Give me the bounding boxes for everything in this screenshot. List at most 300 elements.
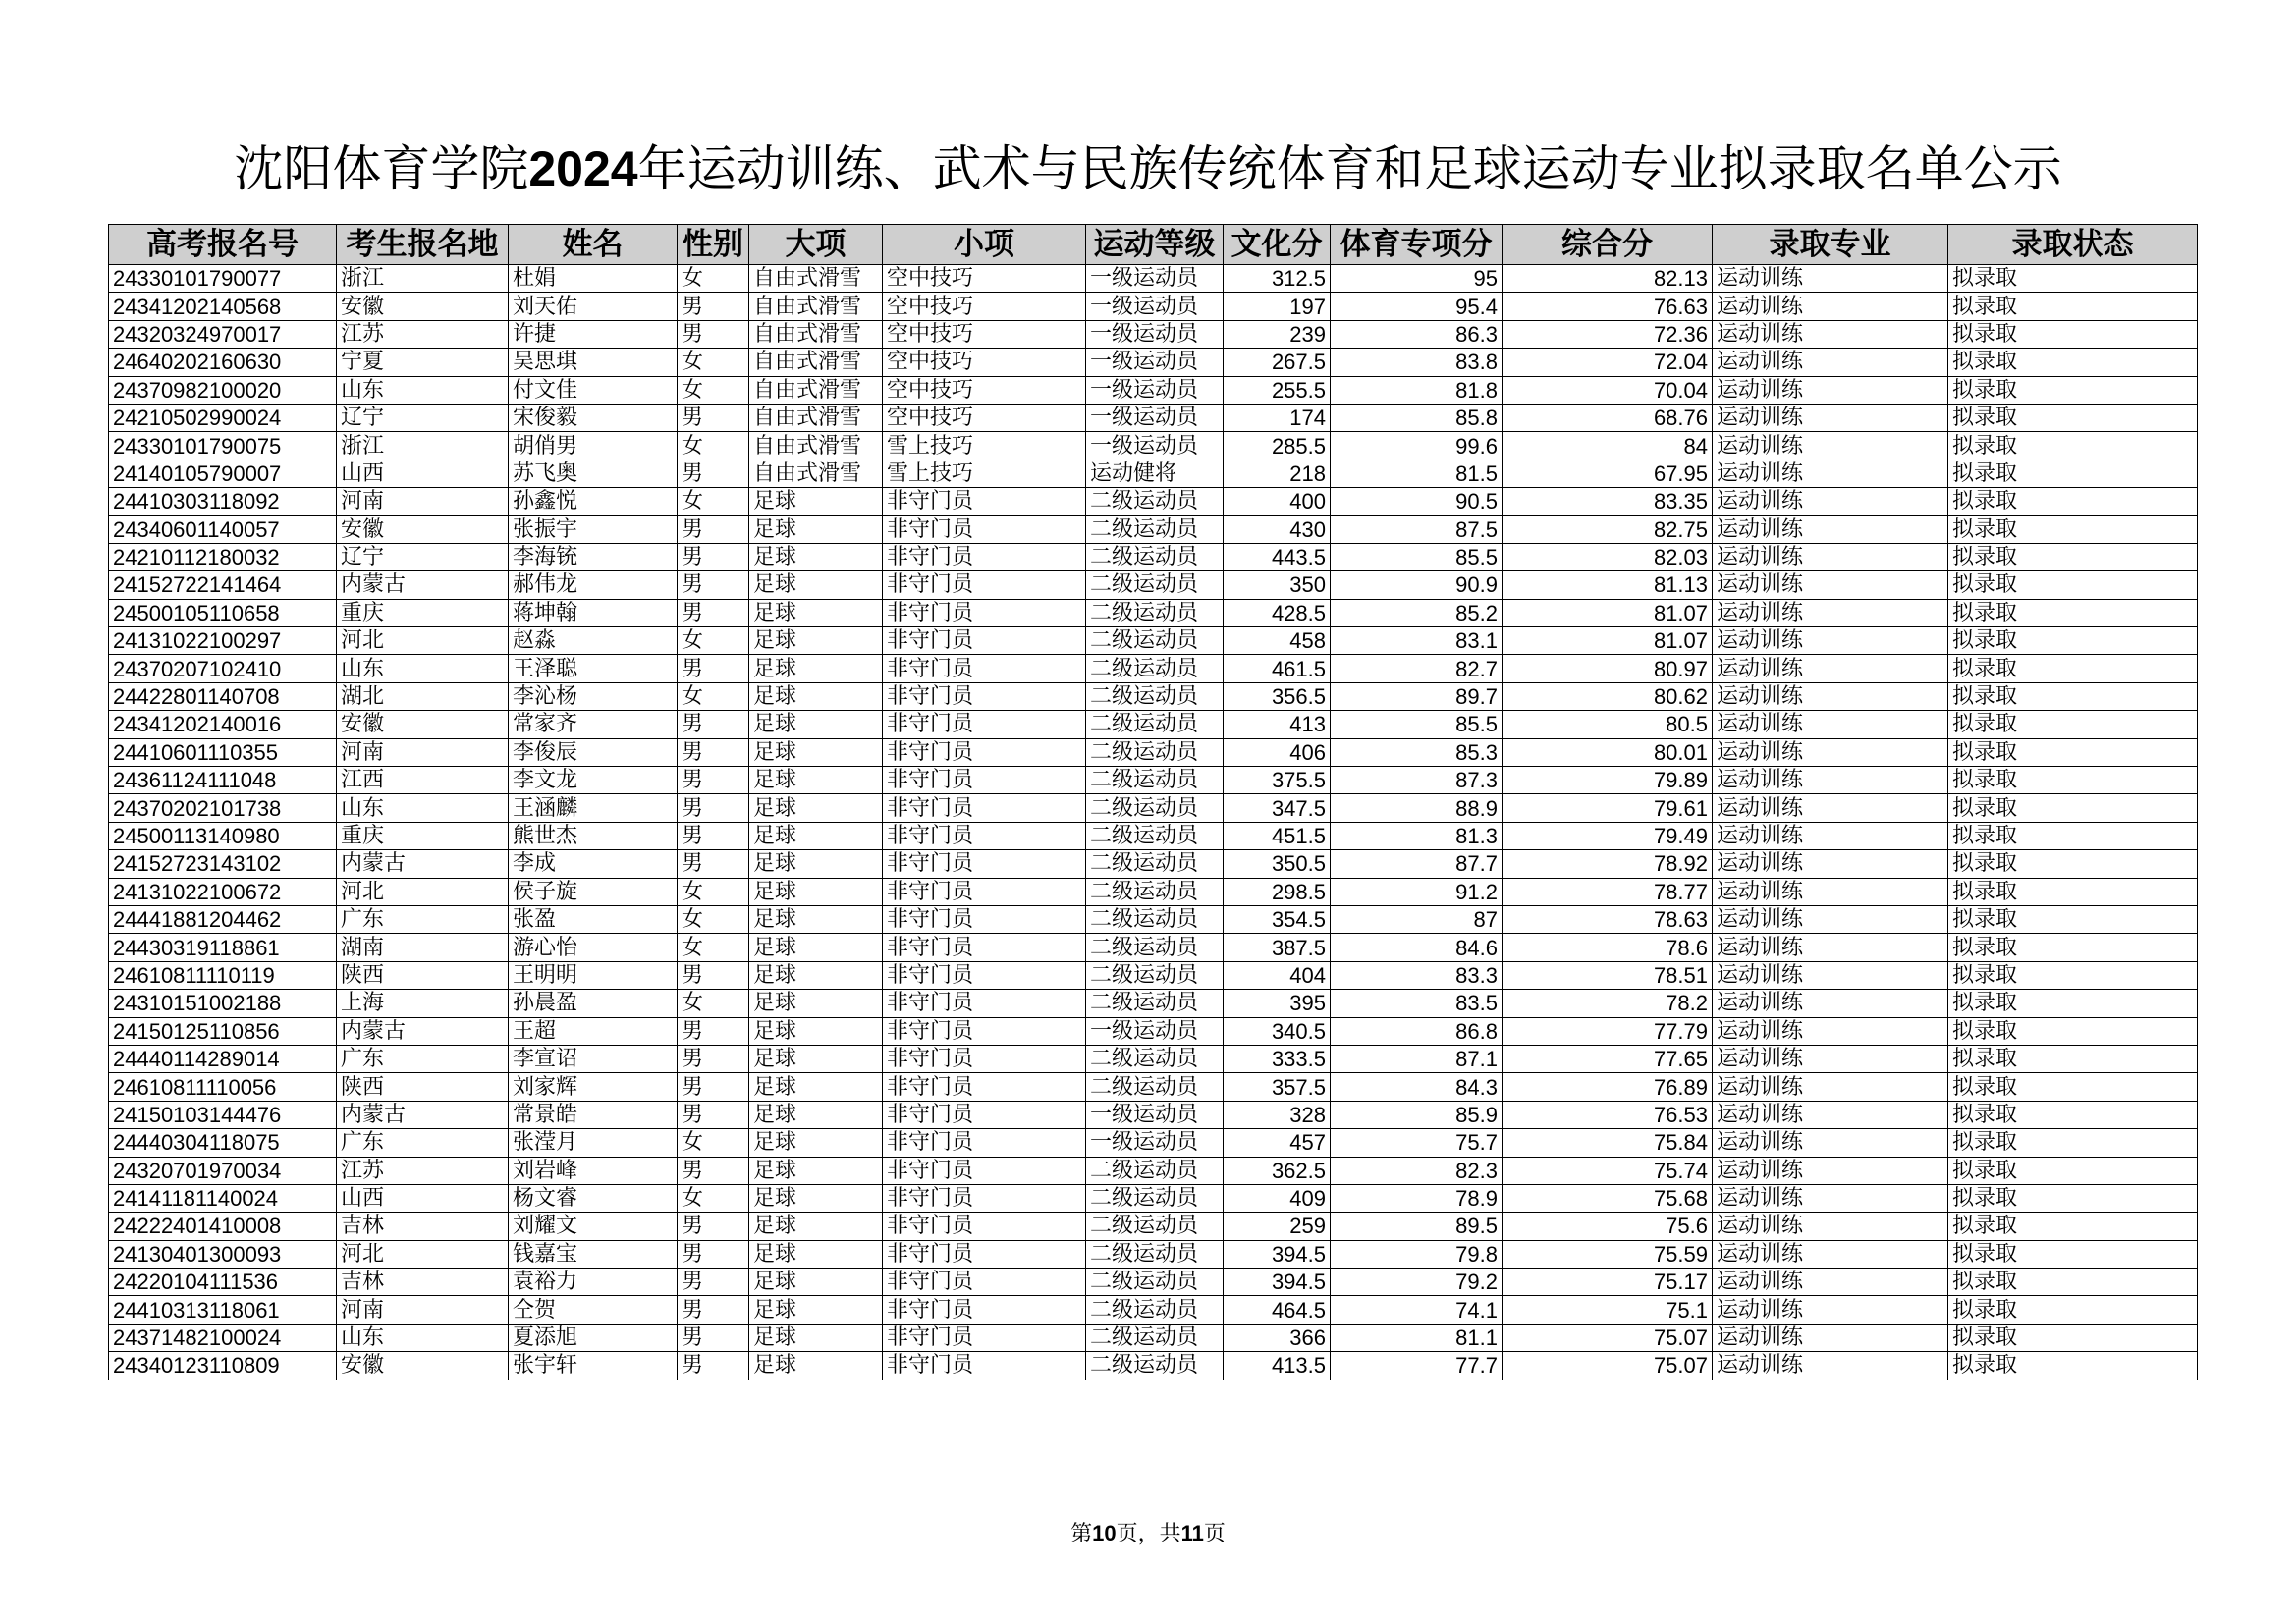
cell-sub-event: 空中技巧 <box>883 349 1086 376</box>
cell-name: 王超 <box>509 1017 678 1045</box>
cell-admit-major: 运动训练 <box>1713 1296 1948 1324</box>
header-major-event: 大项 <box>749 225 883 265</box>
cell-sport-score: 87.5 <box>1331 515 1503 543</box>
cell-total-score: 78.92 <box>1503 850 1713 878</box>
table-body <box>109 265 2198 1380</box>
cell-total-score: 75.6 <box>1503 1213 1713 1240</box>
cell-culture-score: 443.5 <box>1224 543 1331 570</box>
cell-sub-event: 非守门员 <box>883 961 1086 989</box>
cell-sport-level: 一级运动员 <box>1086 320 1224 348</box>
cell-culture-score: 312.5 <box>1224 265 1331 293</box>
cell-culture-score: 375.5 <box>1224 767 1331 794</box>
cell-major-event: 足球 <box>749 1073 883 1101</box>
cell-exam-id: 24370202101738 <box>109 794 337 822</box>
cell-sport-level: 二级运动员 <box>1086 1213 1224 1240</box>
cell-sport-level: 二级运动员 <box>1086 878 1224 905</box>
cell-origin: 湖南 <box>337 934 509 961</box>
cell-name: 李沁杨 <box>509 682 678 710</box>
cell-admit-status: 拟录取 <box>1948 571 2198 599</box>
cell-name: 袁裕力 <box>509 1269 678 1296</box>
cell-sport-level: 二级运动员 <box>1086 543 1224 570</box>
cell-major-event: 足球 <box>749 878 883 905</box>
cell-admit-status: 拟录取 <box>1948 878 2198 905</box>
cell-name: 李海铳 <box>509 543 678 570</box>
cell-admit-major: 运动训练 <box>1713 1157 1948 1184</box>
cell-total-score: 80.62 <box>1503 682 1713 710</box>
cell-exam-id: 24610811110056 <box>109 1073 337 1101</box>
cell-admit-status: 拟录取 <box>1948 934 2198 961</box>
cell-major-event: 自由式滑雪 <box>749 376 883 404</box>
cell-total-score: 82.75 <box>1503 515 1713 543</box>
cell-culture-score: 430 <box>1224 515 1331 543</box>
cell-total-score: 75.17 <box>1503 1269 1713 1296</box>
cell-admit-major: 运动训练 <box>1713 293 1948 320</box>
cell-admit-status: 拟录取 <box>1948 460 2198 487</box>
cell-admit-status: 拟录取 <box>1948 265 2198 293</box>
cell-sport-score: 84.6 <box>1331 934 1503 961</box>
cell-culture-score: 404 <box>1224 961 1331 989</box>
cell-gender: 男 <box>678 822 749 849</box>
cell-sport-level: 二级运动员 <box>1086 794 1224 822</box>
page-title <box>0 137 2296 200</box>
cell-exam-id: 24422801140708 <box>109 682 337 710</box>
table-row <box>109 432 2198 460</box>
cell-admit-status: 拟录取 <box>1948 543 2198 570</box>
cell-sub-event: 非守门员 <box>883 1157 1086 1184</box>
cell-sub-event: 空中技巧 <box>883 265 1086 293</box>
cell-culture-score: 350 <box>1224 571 1331 599</box>
cell-name: 李宣诏 <box>509 1045 678 1072</box>
cell-culture-score: 406 <box>1224 738 1331 766</box>
cell-total-score: 68.76 <box>1503 404 1713 431</box>
cell-admit-major: 运动训练 <box>1713 934 1948 961</box>
cell-origin: 河南 <box>337 488 509 515</box>
cell-culture-score: 298.5 <box>1224 878 1331 905</box>
cell-major-event: 自由式滑雪 <box>749 293 883 320</box>
cell-gender: 女 <box>678 376 749 404</box>
cell-admit-major: 运动训练 <box>1713 571 1948 599</box>
cell-name: 吴思琪 <box>509 349 678 376</box>
cell-origin: 吉林 <box>337 1213 509 1240</box>
cell-sport-score: 84.3 <box>1331 1073 1503 1101</box>
cell-exam-id: 24150103144476 <box>109 1101 337 1128</box>
cell-culture-score: 464.5 <box>1224 1296 1331 1324</box>
cell-sub-event: 非守门员 <box>883 738 1086 766</box>
cell-major-event: 足球 <box>749 1101 883 1128</box>
table-row <box>109 655 2198 682</box>
cell-culture-score: 347.5 <box>1224 794 1331 822</box>
cell-name: 刘家辉 <box>509 1073 678 1101</box>
cell-total-score: 75.07 <box>1503 1324 1713 1351</box>
cell-name: 王明明 <box>509 961 678 989</box>
cell-major-event: 足球 <box>749 1184 883 1212</box>
cell-gender: 女 <box>678 1184 749 1212</box>
cell-origin: 山东 <box>337 655 509 682</box>
cell-exam-id: 24330101790075 <box>109 432 337 460</box>
cell-admit-major: 运动训练 <box>1713 265 1948 293</box>
cell-admit-major: 运动训练 <box>1713 822 1948 849</box>
cell-sub-event: 非守门员 <box>883 1324 1086 1351</box>
cell-exam-id: 24410313118061 <box>109 1296 337 1324</box>
cell-total-score: 75.74 <box>1503 1157 1713 1184</box>
cell-sport-score: 90.9 <box>1331 571 1503 599</box>
cell-sport-score: 91.2 <box>1331 878 1503 905</box>
cell-culture-score: 428.5 <box>1224 599 1331 626</box>
cell-name: 刘耀文 <box>509 1213 678 1240</box>
table-row <box>109 1352 2198 1380</box>
cell-admit-status: 拟录取 <box>1948 961 2198 989</box>
cell-gender: 男 <box>678 738 749 766</box>
cell-sport-level: 二级运动员 <box>1086 1296 1224 1324</box>
cell-culture-score: 395 <box>1224 990 1331 1017</box>
cell-sport-level: 一级运动员 <box>1086 1101 1224 1128</box>
cell-admit-status: 拟录取 <box>1948 293 2198 320</box>
cell-origin: 重庆 <box>337 599 509 626</box>
cell-total-score: 79.61 <box>1503 794 1713 822</box>
cell-exam-id: 24370207102410 <box>109 655 337 682</box>
cell-major-event: 自由式滑雪 <box>749 349 883 376</box>
cell-exam-id: 24152723143102 <box>109 850 337 878</box>
cell-gender: 男 <box>678 1157 749 1184</box>
cell-name: 刘天佑 <box>509 293 678 320</box>
cell-major-event: 足球 <box>749 990 883 1017</box>
cell-major-event: 足球 <box>749 655 883 682</box>
cell-sub-event: 雪上技巧 <box>883 460 1086 487</box>
cell-major-event: 自由式滑雪 <box>749 404 883 431</box>
table-row <box>109 1296 2198 1324</box>
cell-exam-id: 24370982100020 <box>109 376 337 404</box>
cell-gender: 男 <box>678 1045 749 1072</box>
cell-total-score: 81.07 <box>1503 627 1713 655</box>
table-row <box>109 571 2198 599</box>
cell-sub-event: 非守门员 <box>883 655 1086 682</box>
cell-major-event: 自由式滑雪 <box>749 320 883 348</box>
cell-sub-event: 空中技巧 <box>883 404 1086 431</box>
cell-origin: 山东 <box>337 794 509 822</box>
cell-major-event: 足球 <box>749 1324 883 1351</box>
cell-sub-event: 非守门员 <box>883 711 1086 738</box>
cell-sport-level: 二级运动员 <box>1086 515 1224 543</box>
cell-admit-major: 运动训练 <box>1713 1240 1948 1268</box>
cell-total-score: 78.6 <box>1503 934 1713 961</box>
cell-name: 孙鑫悦 <box>509 488 678 515</box>
cell-origin: 内蒙古 <box>337 1101 509 1128</box>
cell-admit-status: 拟录取 <box>1948 1101 2198 1128</box>
cell-origin: 内蒙古 <box>337 1017 509 1045</box>
cell-sport-score: 89.7 <box>1331 682 1503 710</box>
cell-exam-id: 24371482100024 <box>109 1324 337 1351</box>
cell-gender: 男 <box>678 1324 749 1351</box>
cell-major-event: 足球 <box>749 794 883 822</box>
cell-name: 王泽聪 <box>509 655 678 682</box>
cell-origin: 辽宁 <box>337 404 509 431</box>
cell-total-score: 79.49 <box>1503 822 1713 849</box>
cell-exam-id: 24340601140057 <box>109 515 337 543</box>
cell-admit-major: 运动训练 <box>1713 1269 1948 1296</box>
cell-sub-event: 非守门员 <box>883 990 1086 1017</box>
cell-admit-status: 拟录取 <box>1948 320 2198 348</box>
cell-admit-status: 拟录取 <box>1948 1213 2198 1240</box>
cell-admit-major: 运动训练 <box>1713 682 1948 710</box>
cell-sport-score: 85.3 <box>1331 738 1503 766</box>
table-row <box>109 1213 2198 1240</box>
cell-exam-id: 24152722141464 <box>109 571 337 599</box>
cell-major-event: 自由式滑雪 <box>749 265 883 293</box>
cell-exam-id: 24361124111048 <box>109 767 337 794</box>
cell-total-score: 77.79 <box>1503 1017 1713 1045</box>
table-row <box>109 599 2198 626</box>
header-sub-event: 小项 <box>883 225 1086 265</box>
cell-admit-status: 拟录取 <box>1948 376 2198 404</box>
cell-name: 孙晨盈 <box>509 990 678 1017</box>
cell-gender: 男 <box>678 1240 749 1268</box>
cell-sub-event: 空中技巧 <box>883 376 1086 404</box>
cell-total-score: 78.63 <box>1503 905 1713 933</box>
cell-gender: 女 <box>678 432 749 460</box>
cell-origin: 重庆 <box>337 822 509 849</box>
footer-prefix: 第 <box>1070 1522 1093 1546</box>
header-culture-score: 文化分 <box>1224 225 1331 265</box>
cell-gender: 男 <box>678 711 749 738</box>
cell-admit-status: 拟录取 <box>1948 1240 2198 1268</box>
cell-gender: 女 <box>678 990 749 1017</box>
cell-total-score: 80.5 <box>1503 711 1713 738</box>
cell-culture-score: 387.5 <box>1224 934 1331 961</box>
cell-major-event: 足球 <box>749 934 883 961</box>
cell-sub-event: 非守门员 <box>883 1073 1086 1101</box>
cell-sport-score: 83.8 <box>1331 349 1503 376</box>
cell-total-score: 76.53 <box>1503 1101 1713 1128</box>
cell-admit-major: 运动训练 <box>1713 1073 1948 1101</box>
cell-major-event: 自由式滑雪 <box>749 432 883 460</box>
cell-admit-status: 拟录取 <box>1948 1269 2198 1296</box>
cell-culture-score: 394.5 <box>1224 1240 1331 1268</box>
cell-sport-level: 二级运动员 <box>1086 571 1224 599</box>
cell-name: 钱嘉宝 <box>509 1240 678 1268</box>
cell-name: 张振宇 <box>509 515 678 543</box>
table-header-row <box>109 225 2198 265</box>
table-row <box>109 1045 2198 1072</box>
table-row <box>109 961 2198 989</box>
cell-origin: 山东 <box>337 376 509 404</box>
cell-origin: 内蒙古 <box>337 850 509 878</box>
cell-admit-status: 拟录取 <box>1948 515 2198 543</box>
cell-culture-score: 366 <box>1224 1324 1331 1351</box>
cell-exam-id: 24330101790077 <box>109 265 337 293</box>
cell-exam-id: 24430319118861 <box>109 934 337 961</box>
cell-sub-event: 非守门员 <box>883 515 1086 543</box>
table-row <box>109 822 2198 849</box>
footer-middle: 页，共 <box>1116 1522 1181 1546</box>
table-row <box>109 1184 2198 1212</box>
cell-admit-status: 拟录取 <box>1948 488 2198 515</box>
cell-origin: 安徽 <box>337 1352 509 1380</box>
cell-gender: 男 <box>678 850 749 878</box>
table-row <box>109 404 2198 431</box>
table-row <box>109 1101 2198 1128</box>
cell-exam-id: 24141181140024 <box>109 1184 337 1212</box>
header-origin: 考生报名地 <box>337 225 509 265</box>
cell-major-event: 足球 <box>749 543 883 570</box>
cell-admit-major: 运动训练 <box>1713 905 1948 933</box>
cell-origin: 河南 <box>337 1296 509 1324</box>
cell-admit-major: 运动训练 <box>1713 627 1948 655</box>
cell-origin: 河北 <box>337 1240 509 1268</box>
table-row <box>109 1240 2198 1268</box>
cell-admit-status: 拟录取 <box>1948 1324 2198 1351</box>
cell-sport-level: 一级运动员 <box>1086 404 1224 431</box>
cell-gender: 男 <box>678 515 749 543</box>
cell-gender: 男 <box>678 767 749 794</box>
cell-sport-score: 75.7 <box>1331 1129 1503 1157</box>
cell-sub-event: 非守门员 <box>883 543 1086 570</box>
cell-sport-level: 二级运动员 <box>1086 1324 1224 1351</box>
cell-admit-major: 运动训练 <box>1713 767 1948 794</box>
cell-sub-event: 非守门员 <box>883 878 1086 905</box>
cell-gender: 男 <box>678 961 749 989</box>
cell-total-score: 72.36 <box>1503 320 1713 348</box>
table-row <box>109 265 2198 293</box>
cell-admit-major: 运动训练 <box>1713 599 1948 626</box>
cell-major-event: 足球 <box>749 1269 883 1296</box>
cell-origin: 河北 <box>337 627 509 655</box>
header-admit-status: 录取状态 <box>1948 225 2198 265</box>
footer-total-pages: 11 <box>1180 1521 1204 1545</box>
cell-exam-id: 24440114289014 <box>109 1045 337 1072</box>
cell-culture-score: 413.5 <box>1224 1352 1331 1380</box>
cell-gender: 女 <box>678 682 749 710</box>
table-row <box>109 460 2198 487</box>
cell-major-event: 足球 <box>749 850 883 878</box>
cell-culture-score: 354.5 <box>1224 905 1331 933</box>
cell-total-score: 75.84 <box>1503 1129 1713 1157</box>
cell-sport-score: 82.7 <box>1331 655 1503 682</box>
cell-total-score: 83.35 <box>1503 488 1713 515</box>
cell-sport-score: 90.5 <box>1331 488 1503 515</box>
cell-origin: 江苏 <box>337 1157 509 1184</box>
cell-origin: 辽宁 <box>337 543 509 570</box>
cell-major-event: 足球 <box>749 1129 883 1157</box>
title-suffix: 年运动训练、武术与民族传统体育和足球运动专业拟录取名单公示 <box>637 140 2062 197</box>
cell-culture-score: 357.5 <box>1224 1073 1331 1101</box>
cell-total-score: 78.51 <box>1503 961 1713 989</box>
cell-culture-score: 333.5 <box>1224 1045 1331 1072</box>
cell-admit-status: 拟录取 <box>1948 767 2198 794</box>
cell-sport-level: 一级运动员 <box>1086 376 1224 404</box>
cell-admit-major: 运动训练 <box>1713 961 1948 989</box>
cell-sport-level: 一级运动员 <box>1086 432 1224 460</box>
cell-sport-level: 二级运动员 <box>1086 961 1224 989</box>
cell-gender: 男 <box>678 1269 749 1296</box>
cell-culture-score: 197 <box>1224 293 1331 320</box>
cell-sport-level: 二级运动员 <box>1086 1157 1224 1184</box>
cell-major-event: 足球 <box>749 488 883 515</box>
cell-gender: 男 <box>678 571 749 599</box>
cell-major-event: 足球 <box>749 1240 883 1268</box>
cell-total-score: 78.77 <box>1503 878 1713 905</box>
cell-admit-major: 运动训练 <box>1713 404 1948 431</box>
cell-sport-score: 81.3 <box>1331 822 1503 849</box>
cell-admit-status: 拟录取 <box>1948 738 2198 766</box>
cell-total-score: 78.2 <box>1503 990 1713 1017</box>
header-total-score: 综合分 <box>1503 225 1713 265</box>
cell-major-event: 足球 <box>749 599 883 626</box>
cell-total-score: 76.63 <box>1503 293 1713 320</box>
cell-admit-major: 运动训练 <box>1713 1184 1948 1212</box>
cell-gender: 男 <box>678 599 749 626</box>
cell-total-score: 75.59 <box>1503 1240 1713 1268</box>
cell-exam-id: 24341202140016 <box>109 711 337 738</box>
cell-sport-level: 一级运动员 <box>1086 265 1224 293</box>
cell-total-score: 81.13 <box>1503 571 1713 599</box>
table-row <box>109 990 2198 1017</box>
cell-sport-level: 二级运动员 <box>1086 905 1224 933</box>
table-row <box>109 1157 2198 1184</box>
cell-origin: 湖北 <box>337 682 509 710</box>
cell-major-event: 足球 <box>749 627 883 655</box>
cell-total-score: 80.01 <box>1503 738 1713 766</box>
cell-culture-score: 409 <box>1224 1184 1331 1212</box>
cell-origin: 内蒙古 <box>337 571 509 599</box>
cell-origin: 陕西 <box>337 1073 509 1101</box>
cell-total-score: 79.89 <box>1503 767 1713 794</box>
cell-exam-id: 24310151002188 <box>109 990 337 1017</box>
cell-admit-major: 运动训练 <box>1713 1045 1948 1072</box>
cell-admit-major: 运动训练 <box>1713 794 1948 822</box>
cell-origin: 山西 <box>337 1184 509 1212</box>
cell-name: 宋俊毅 <box>509 404 678 431</box>
cell-sport-level: 一级运动员 <box>1086 293 1224 320</box>
cell-admit-status: 拟录取 <box>1948 1157 2198 1184</box>
cell-sport-score: 95 <box>1331 265 1503 293</box>
cell-name: 杨文睿 <box>509 1184 678 1212</box>
cell-culture-score: 259 <box>1224 1213 1331 1240</box>
cell-origin: 安徽 <box>337 293 509 320</box>
cell-admit-major: 运动训练 <box>1713 1213 1948 1240</box>
cell-gender: 男 <box>678 1213 749 1240</box>
cell-gender: 男 <box>678 1017 749 1045</box>
admission-table <box>108 224 2198 1380</box>
cell-sport-level: 二级运动员 <box>1086 1045 1224 1072</box>
cell-name: 蒋坤翰 <box>509 599 678 626</box>
cell-gender: 男 <box>678 794 749 822</box>
cell-name: 夏添旭 <box>509 1324 678 1351</box>
cell-culture-score: 356.5 <box>1224 682 1331 710</box>
cell-exam-id: 24500105110658 <box>109 599 337 626</box>
header-admit-major: 录取专业 <box>1713 225 1948 265</box>
cell-name: 苏飞奥 <box>509 460 678 487</box>
header-gender: 性别 <box>678 225 749 265</box>
cell-sport-level: 二级运动员 <box>1086 1352 1224 1380</box>
cell-total-score: 76.89 <box>1503 1073 1713 1101</box>
cell-gender: 男 <box>678 293 749 320</box>
cell-sub-event: 非守门员 <box>883 794 1086 822</box>
cell-sport-score: 81.5 <box>1331 460 1503 487</box>
cell-name: 郝伟龙 <box>509 571 678 599</box>
cell-sport-score: 81.8 <box>1331 376 1503 404</box>
cell-admit-major: 运动训练 <box>1713 460 1948 487</box>
cell-admit-status: 拟录取 <box>1948 1129 2198 1157</box>
cell-admit-major: 运动训练 <box>1713 488 1948 515</box>
cell-sport-score: 86.8 <box>1331 1017 1503 1045</box>
cell-gender: 男 <box>678 320 749 348</box>
cell-origin: 山西 <box>337 460 509 487</box>
header-sport-score: 体育专项分 <box>1331 225 1503 265</box>
cell-sport-level: 二级运动员 <box>1086 990 1224 1017</box>
cell-major-event: 足球 <box>749 1045 883 1072</box>
cell-sub-event: 非守门员 <box>883 1017 1086 1045</box>
table-row <box>109 878 2198 905</box>
